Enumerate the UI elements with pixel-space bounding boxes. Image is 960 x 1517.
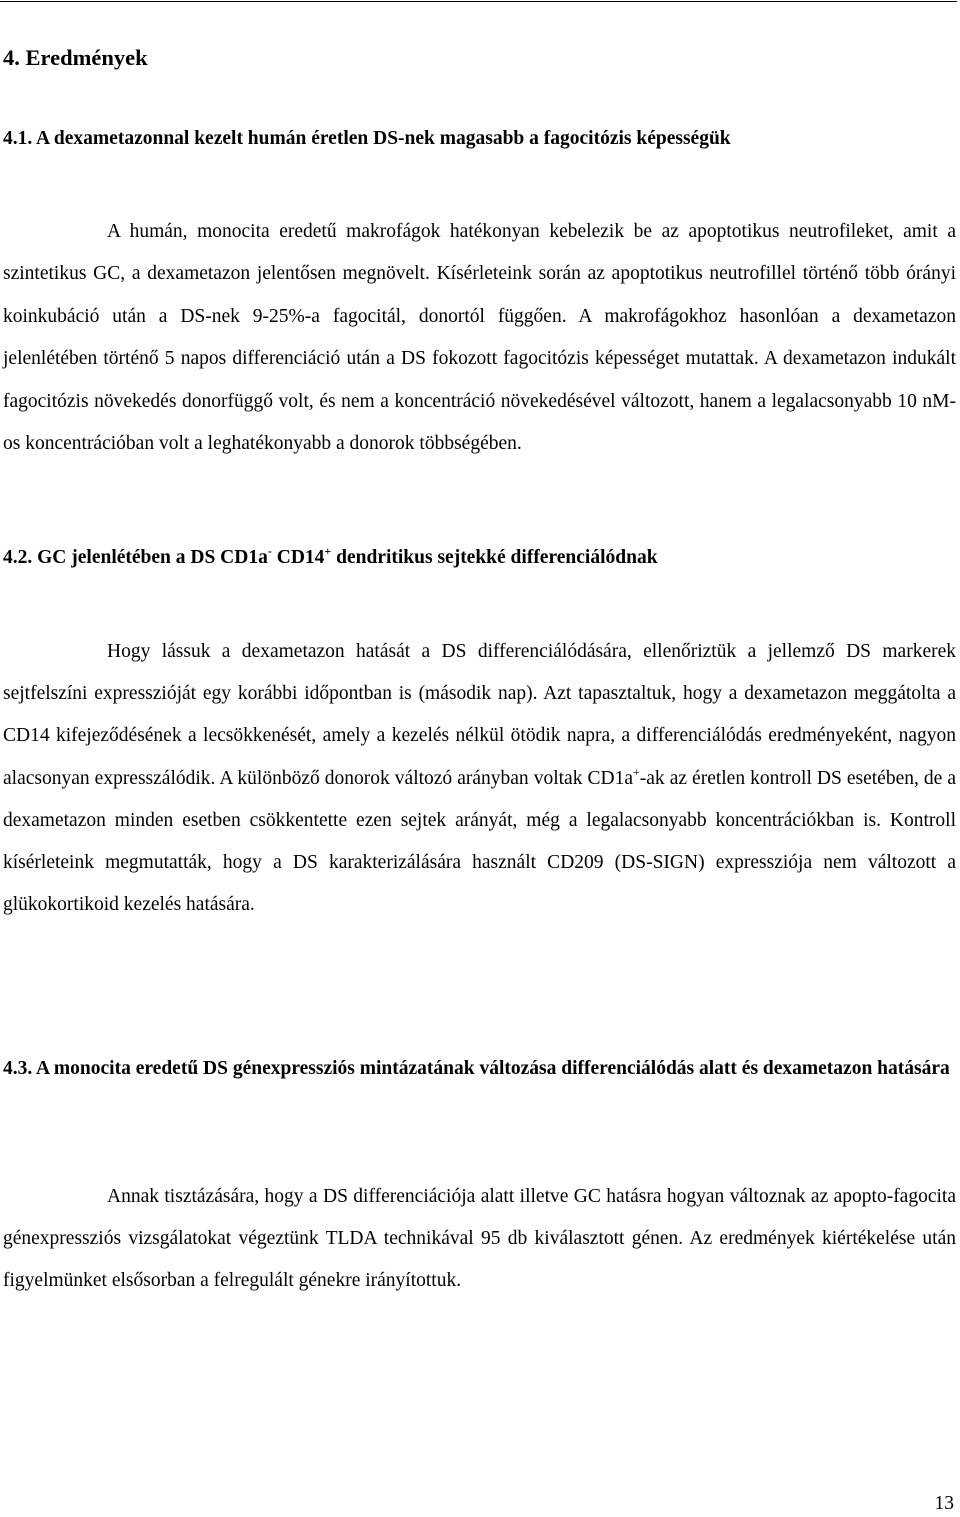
section-heading-4-2-part2: CD14 bbox=[271, 547, 325, 568]
page-number: 13 bbox=[934, 1493, 954, 1514]
superscript-plus: + bbox=[324, 544, 332, 558]
paragraph-4-3-text: Annak tisztázására, hogy a DS differenciációja alatt illetve GC hatásra hogyan változnak az apopto-fagocita génexpressziós vizsgálatokat végeztünk TLDA technikával 95 db kiválasztott génen. Az eredmények kiértékelése után figyelmünket elsősorban a felregulált génekre irányítottuk. bbox=[3, 1186, 956, 1291]
paragraph-4-1-text: A humán, monocita eredetű makrofágok hatékonyan kebelezik be az apoptotikus neutrofileket, amit a szintetikus GC, a dexametazon jelentősen megnövelt. Kísérleteink során az apoptotikus neutrofillel történő több órányi koinkubáció után a DS-nek 9-25%-a fagocitál, donortól függően. A makrofágokhoz hasonlóan a dexametazon jelenlétében történő 5 napos differenciáció után a DS fokozott fagocitózis képességet mutattak. A dexametazon indukált fagocitózis növekedés donorfüggő volt, és nem a koncentráció növekedésével változott, hanem a legalacsonyabb 10 nM-os koncentrációban volt a leghatékonyabb a donorok többségében. bbox=[3, 221, 956, 455]
paragraph-4-3 bbox=[3, 1176, 956, 1302]
section-heading-4-3: 4.3. A monocita eredetű DS génexpressziós mintázatának változása differenciálódás alatt és dexametazon hatására bbox=[3, 1058, 950, 1079]
superscript-minus: - bbox=[267, 544, 272, 558]
section-heading-4-2 bbox=[3, 545, 658, 571]
paragraph-4-2 bbox=[3, 631, 956, 926]
section-heading-4-1: 4.1. A dexametazonnal kezelt humán éretlen DS-nek magasabb a fagocitózis képességük bbox=[3, 128, 731, 149]
paragraph-4-2-part2: -ak az éretlen kontroll DS esetében, de a dexametazon minden esetben csökkentette ezen sejtek arányát, még a legalacsonyabb koncentrációkban is. Kontroll kísérleteink megmutatták, hogy a DS karakterizálására használt CD209 (DS-SIGN) expressziója nem változott a glükokortikoid kezelés hatására. bbox=[3, 767, 956, 916]
paragraph-4-1 bbox=[3, 211, 956, 465]
superscript-plus: + bbox=[632, 764, 640, 779]
paragraph-4-2-part1: Hogy lássuk a dexametazon hatását a DS differenciálódására, ellenőriztük a jellemző DS markerek sejtfelszíni expresszióját egy korábbi időpontban is (második nap). Azt tapasztaltuk, hogy a dexametazon meggátolta a CD14 kifejeződésének a lecsökkenését, amely a kezelés nélkül ötödik napra, a differenciálódás eredményeként, nagyon alacsonyan expresszálódik. A különböző donorok változó arányban voltak CD1a bbox=[3, 641, 956, 789]
header-rule bbox=[0, 1, 957, 2]
chapter-heading: 4. Eredmények bbox=[3, 45, 148, 70]
section-heading-4-2-part3: dendritikus sejtekké differenciálódnak bbox=[331, 547, 658, 568]
section-heading-4-2-part1: 4.2. GC jelenlétében a DS CD1a bbox=[3, 547, 268, 568]
